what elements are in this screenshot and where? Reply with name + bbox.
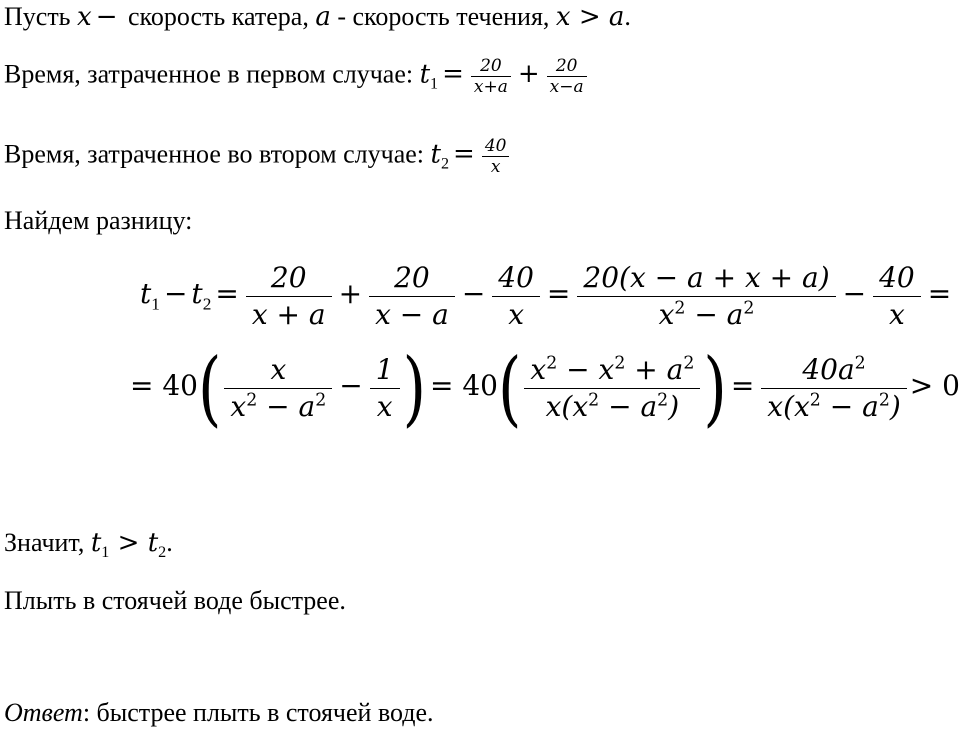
conclusion-line: Значит, $t_1 > t_2$. bbox=[4, 528, 173, 562]
var-t: t bbox=[419, 59, 431, 90]
second-case-line: Время, затраченное во втором случае: $t_2$ = $\frac{40}{x}$ bbox=[4, 136, 512, 177]
fraction: $\frac{20}{x-a}$ bbox=[547, 56, 587, 97]
condition: x > a bbox=[555, 2, 625, 32]
fraction: $\frac{20}{x - a}$ bbox=[369, 260, 455, 333]
var-a: a bbox=[315, 2, 331, 32]
subscript: 1 bbox=[430, 75, 439, 93]
text: скорость катера, bbox=[121, 2, 316, 31]
fraction: $\frac{x^2 - x^2 + a^2}{x(x^2 - a^2)}$ bbox=[524, 352, 700, 425]
equation-row-2: = 40( $\frac{x}{x^2 - a^2}$ − $\frac{1}{x}$ ) = 40( $\frac{x^2 - x^2 + a^2}{x(x^2 - a^2)}$ ) = $\frac{40a^2}{x(x^2 - a^2)}$ > 0 bbox=[130, 341, 960, 436]
find-difference-line bbox=[4, 206, 192, 236]
fraction: $\frac{20}{x+a}$ bbox=[471, 56, 511, 97]
period: . bbox=[624, 2, 631, 31]
equation-row-1: $t_1 - t_2$ = $\frac{20}{x + a}$ + $\frac{20}{x - a}$ − $\frac{40}{x}$ = $\frac{20(x - a + x + a)}{x^2 - a^2}$ − $\frac{40}{x}$ = bbox=[140, 261, 952, 331]
text: Пусть bbox=[4, 2, 78, 31]
var-t: t bbox=[430, 139, 441, 170]
answer-label: Ответ bbox=[4, 698, 83, 727]
text: - скорость течения, bbox=[330, 2, 556, 31]
fraction: $\frac{40}{x}$ bbox=[873, 260, 921, 333]
fraction: $\frac{1}{x}$ bbox=[370, 352, 400, 425]
fraction: $\frac{40a^2}{x(x^2 - a^2)}$ bbox=[761, 352, 907, 425]
text: Время, затраченное во втором случае: bbox=[4, 139, 431, 169]
answer-line bbox=[4, 698, 434, 728]
text: Значит, bbox=[4, 528, 91, 557]
statement-line bbox=[4, 586, 346, 616]
fraction: $\frac{40}{x}$ bbox=[492, 260, 540, 333]
fraction: $\frac{20}{x + a}$ bbox=[246, 260, 332, 333]
fraction: $\frac{40}{x}$ bbox=[482, 136, 510, 177]
first-case-line: Время, затраченное в первом случае: $t_1$ = $\frac{20}{x+a}$ + $\frac{20}{x-a}$ bbox=[4, 56, 590, 97]
text: Время, затраченное в первом случае: bbox=[4, 59, 420, 89]
problem-statement-line bbox=[4, 2, 631, 32]
fraction: $\frac{20(x - a + x + a)}{x^2 - a^2}$ bbox=[577, 260, 835, 333]
text: Найдем разницу: bbox=[4, 206, 193, 235]
answer-text: : быстрее плыть в стоячей воде. bbox=[82, 698, 434, 727]
var-x: x bbox=[77, 2, 92, 32]
fraction: $\frac{x}{x^2 - a^2}$ bbox=[224, 352, 332, 425]
dash: − bbox=[95, 2, 118, 32]
subscript: 2 bbox=[440, 155, 450, 173]
text: Плыть в стоячей воде быстрее. bbox=[4, 586, 346, 615]
